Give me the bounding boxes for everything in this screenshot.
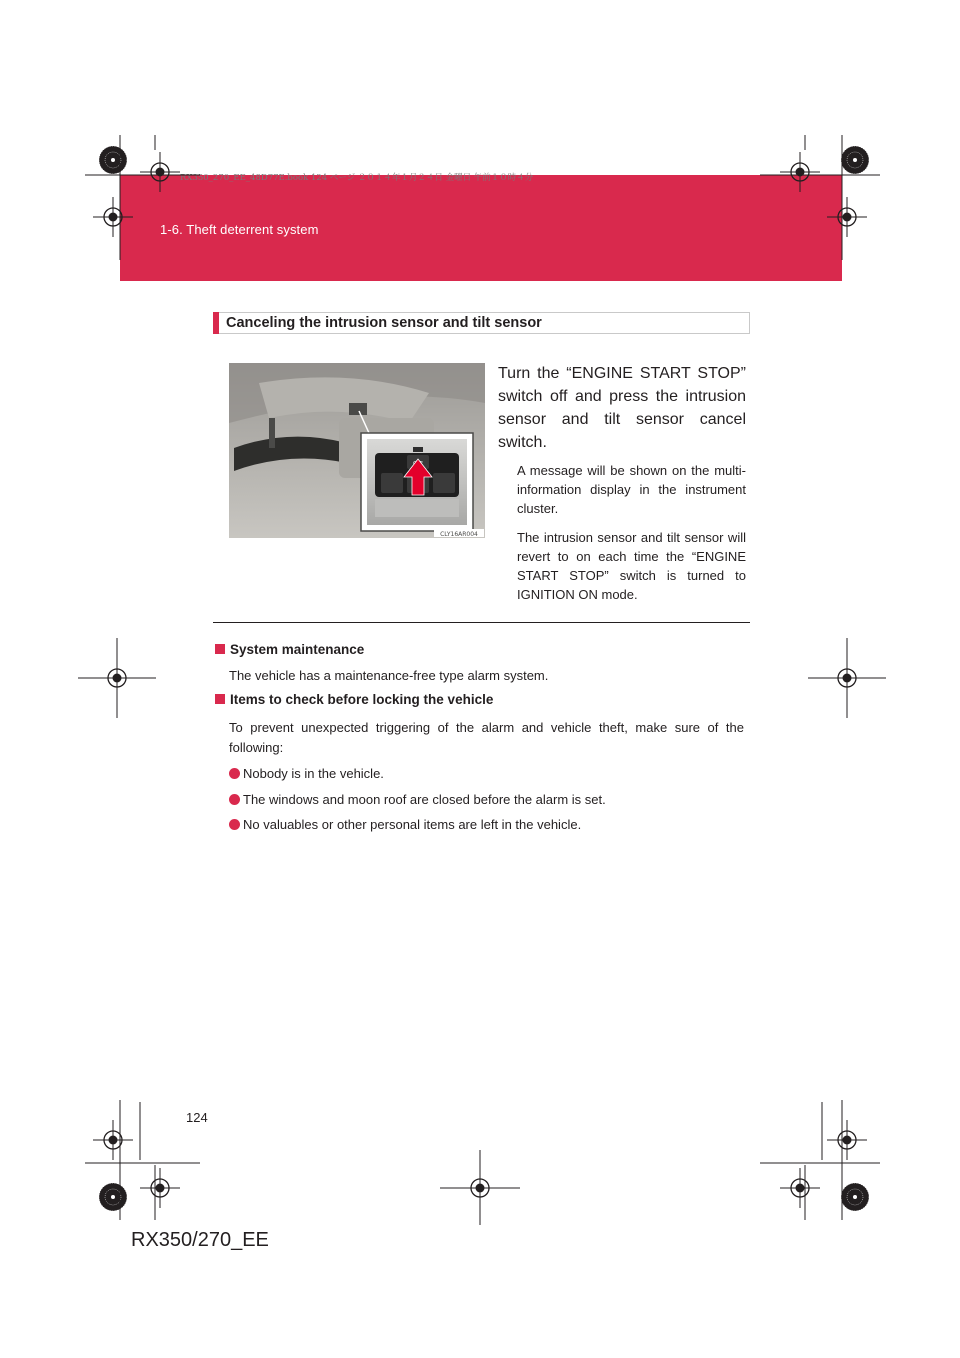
book-metadata: RX350_270_EE_48D77E.book 124 ページ ２０１４年１月２４日 金曜日 午前１０時４分 [180, 173, 534, 183]
list-item: No valuables or other personal items are left in the vehicle. [229, 815, 581, 835]
procedure-step: Turn the “ENGINE START STOP” switch off and press the intrusion sensor and tilt sensor cancel switch. [498, 365, 746, 451]
section-divider [213, 622, 750, 623]
square-bullet-icon [215, 694, 225, 704]
dot-bullet-icon [229, 768, 240, 779]
subsection-title: Canceling the intrusion sensor and tilt sensor [226, 315, 542, 331]
list-item: Nobody is in the vehicle. [229, 764, 384, 784]
maintenance-heading: System maintenance [215, 642, 364, 657]
list-item: The windows and moon roof are closed before the alarm is set. [229, 790, 606, 810]
dot-bullet-icon [229, 819, 240, 830]
model-name: RX350/270_EE [131, 1229, 269, 1251]
section-label: 1-6. Theft deterrent system [160, 222, 319, 237]
page-number: 124 [186, 1110, 208, 1125]
procedure-note-message: A message will be shown on the multi-information display in the instrument cluster. [517, 463, 746, 516]
maintenance-text: The vehicle has a maintenance-free type alarm system. [229, 668, 549, 683]
overhead-console-illustration [229, 363, 485, 538]
dot-bullet-icon [229, 794, 240, 805]
square-bullet-icon [215, 644, 225, 654]
subsection-heading-accent [213, 312, 219, 334]
check-text: To prevent unexpected triggering of the alarm and vehicle theft, make sure of the following: [229, 720, 744, 755]
check-heading: Items to check before locking the vehicle [215, 692, 493, 707]
illustration-code: CLY16AR004 [440, 531, 478, 538]
procedure-note-revert: The intrusion sensor and tilt sensor will revert to on each time the “ENGINE START STOP” switch is turned to IGNITION ON mode. [517, 530, 746, 602]
